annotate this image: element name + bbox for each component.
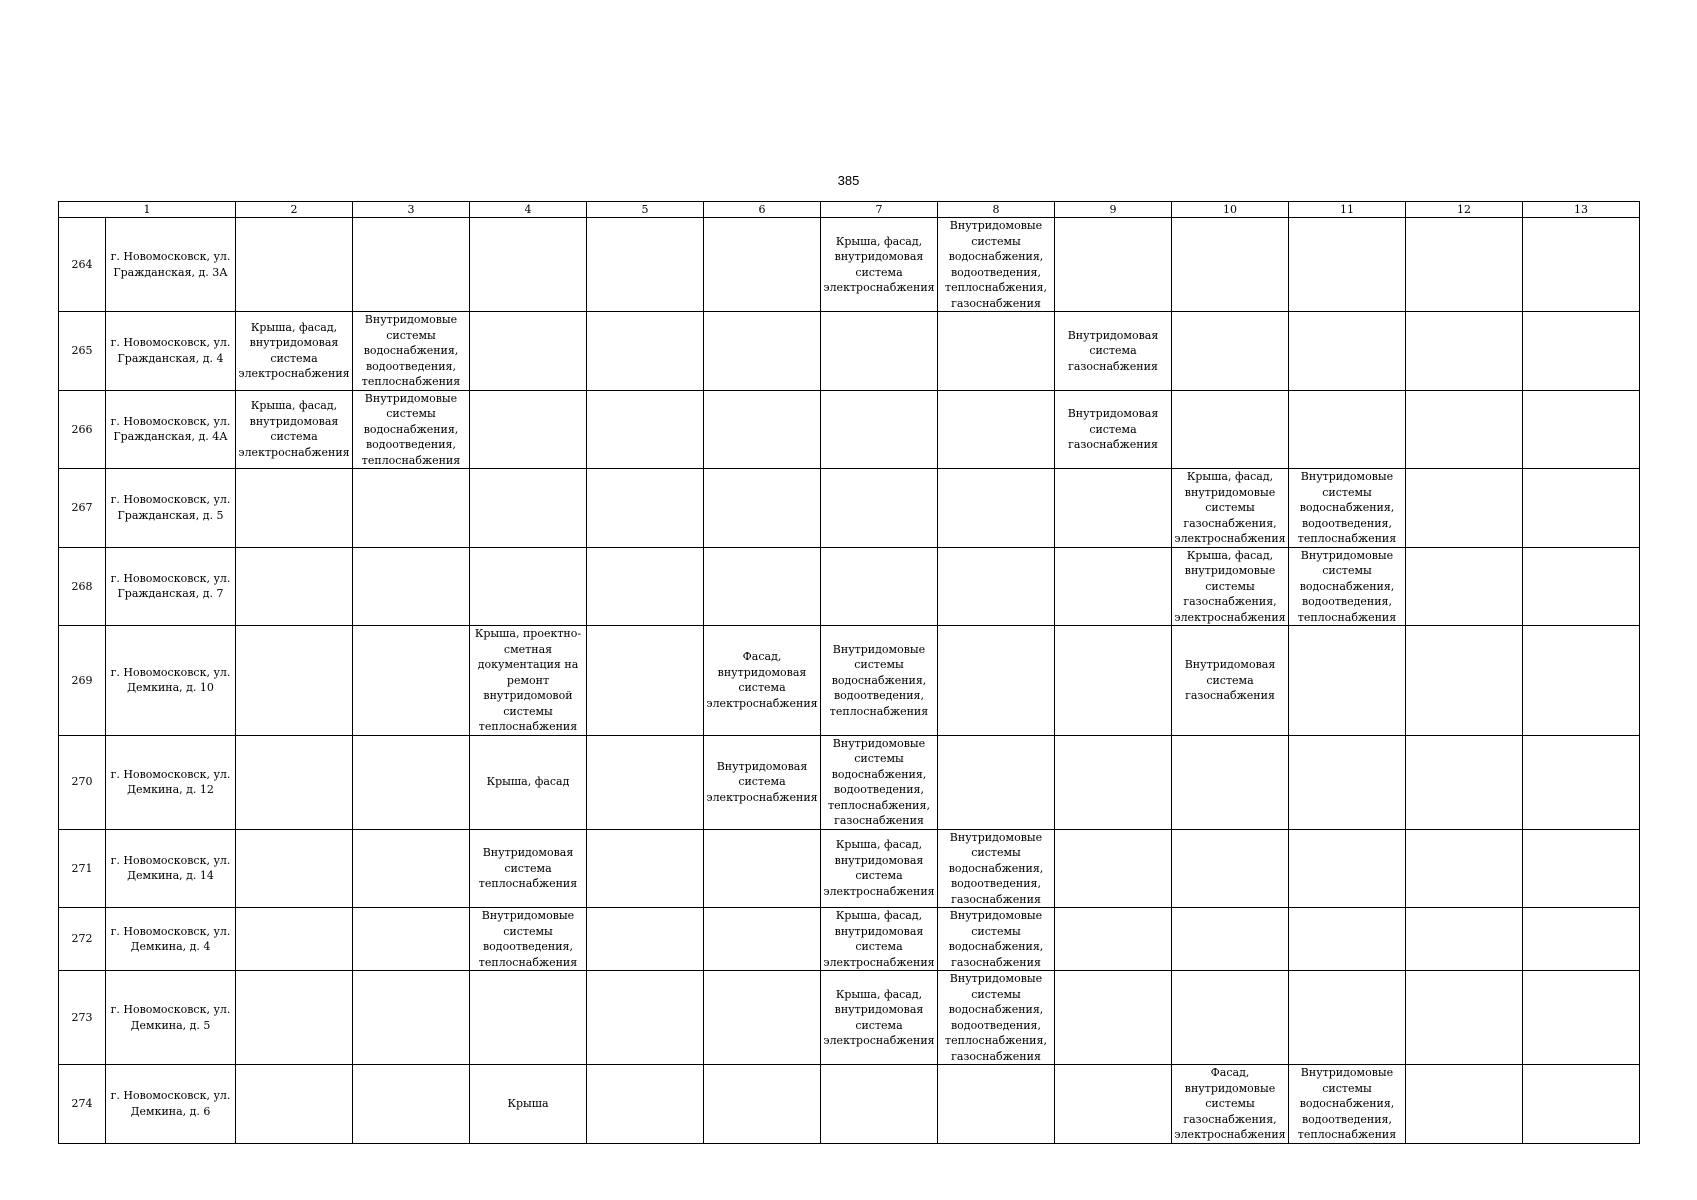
work-cell-col-12 [1406, 908, 1523, 971]
work-cell-col-4 [470, 312, 587, 391]
row-number: 267 [59, 469, 106, 548]
address-cell: г. Новомосковск, ул. Гражданская, д. 7 [106, 547, 236, 626]
table-row [59, 312, 1640, 391]
work-cell-col-4: Крыша [470, 1065, 587, 1144]
work-cell-col-9 [1055, 547, 1172, 626]
column-header: 5 [587, 202, 704, 218]
work-cell-col-13 [1523, 735, 1640, 829]
column-header: 10 [1172, 202, 1289, 218]
work-cell-col-13 [1523, 626, 1640, 736]
work-cell-col-2: Крыша, фасад, внутридомовая система электроснабжения [236, 312, 353, 391]
work-cell-col-2 [236, 626, 353, 736]
work-cell-col-13 [1523, 312, 1640, 391]
work-cell-col-12 [1406, 218, 1523, 312]
work-cell-col-7 [821, 547, 938, 626]
work-cell-col-11: Внутридомовые системы водоснабжения, водоотведения, теплоснабжения [1289, 547, 1406, 626]
column-header: 11 [1289, 202, 1406, 218]
work-cell-col-5 [587, 735, 704, 829]
table-row [59, 390, 1640, 469]
row-number: 272 [59, 908, 106, 971]
work-cell-col-5 [587, 626, 704, 736]
table-row [59, 218, 1640, 312]
work-cell-col-10 [1172, 829, 1289, 908]
work-cell-col-5 [587, 390, 704, 469]
work-cell-col-7 [821, 469, 938, 548]
address-cell: г. Новомосковск, ул. Демкина, д. 14 [106, 829, 236, 908]
table-row [59, 626, 1640, 736]
work-cell-col-6 [704, 547, 821, 626]
work-cell-col-5 [587, 547, 704, 626]
row-number: 268 [59, 547, 106, 626]
work-cell-col-7: Внутридомовые системы водоснабжения, водоотведения, теплоснабжения [821, 626, 938, 736]
work-cell-col-10 [1172, 390, 1289, 469]
work-cell-col-8 [938, 547, 1055, 626]
column-header: 12 [1406, 202, 1523, 218]
row-number: 273 [59, 971, 106, 1065]
work-cell-col-2 [236, 829, 353, 908]
work-cell-col-9: Внутридомовая система газоснабжения [1055, 390, 1172, 469]
column-header: 7 [821, 202, 938, 218]
work-cell-col-8: Внутридомовые системы водоснабжения, газоснабжения [938, 908, 1055, 971]
work-cell-col-13 [1523, 218, 1640, 312]
work-cell-col-6 [704, 390, 821, 469]
work-cell-col-10 [1172, 312, 1289, 391]
work-cell-col-10 [1172, 908, 1289, 971]
work-cell-col-11 [1289, 829, 1406, 908]
column-header: 1 [59, 202, 236, 218]
address-cell: г. Новомосковск, ул. Демкина, д. 5 [106, 971, 236, 1065]
work-cell-col-8 [938, 626, 1055, 736]
work-cell-col-5 [587, 971, 704, 1065]
row-number: 269 [59, 626, 106, 736]
work-cell-col-11 [1289, 735, 1406, 829]
work-cell-col-6: Внутридомовая система электроснабжения [704, 735, 821, 829]
address-cell: г. Новомосковск, ул. Демкина, д. 10 [106, 626, 236, 736]
work-cell-col-5 [587, 908, 704, 971]
address-cell: г. Новомосковск, ул. Гражданская, д. 5 [106, 469, 236, 548]
work-cell-col-6 [704, 829, 821, 908]
work-cell-col-7: Внутридомовые системы водоснабжения, водоотведения, теплоснабжения, газоснабжения [821, 735, 938, 829]
work-cell-col-12 [1406, 547, 1523, 626]
work-cell-col-13 [1523, 971, 1640, 1065]
work-cell-col-10: Внутридомовая система газоснабжения [1172, 626, 1289, 736]
work-cell-col-7 [821, 390, 938, 469]
work-cell-col-13 [1523, 908, 1640, 971]
work-cell-col-10: Крыша, фасад, внутридомовые системы газоснабжения, электроснабжения [1172, 469, 1289, 548]
work-cell-col-2 [236, 469, 353, 548]
work-cell-col-12 [1406, 312, 1523, 391]
work-cell-col-3 [353, 547, 470, 626]
work-cell-col-2 [236, 547, 353, 626]
table-row [59, 1065, 1640, 1144]
work-cell-col-3: Внутридомовые системы водоснабжения, водоотведения, теплоснабжения [353, 312, 470, 391]
work-cell-col-10 [1172, 218, 1289, 312]
column-header: 3 [353, 202, 470, 218]
work-cell-col-5 [587, 218, 704, 312]
work-cell-col-3 [353, 469, 470, 548]
work-cell-col-5 [587, 469, 704, 548]
work-cell-col-4: Крыша, проектно-сметная документация на ремонт внутридомовой системы теплоснабжения [470, 626, 587, 736]
row-number: 270 [59, 735, 106, 829]
work-cell-col-7: Крыша, фасад, внутридомовая система электроснабжения [821, 218, 938, 312]
work-cell-col-9 [1055, 1065, 1172, 1144]
address-cell: г. Новомосковск, ул. Демкина, д. 6 [106, 1065, 236, 1144]
work-cell-col-11 [1289, 626, 1406, 736]
work-cell-col-3 [353, 829, 470, 908]
work-cell-col-4: Внутридомовые системы водоотведения, теплоснабжения [470, 908, 587, 971]
work-cell-col-9 [1055, 735, 1172, 829]
work-cell-col-8: Внутридомовые системы водоснабжения, водоотведения, теплоснабжения, газоснабжения [938, 218, 1055, 312]
work-cell-col-8 [938, 312, 1055, 391]
work-cell-col-4 [470, 390, 587, 469]
work-cell-col-11 [1289, 390, 1406, 469]
work-cell-col-4 [470, 547, 587, 626]
column-header: 13 [1523, 202, 1640, 218]
work-cell-col-2 [236, 908, 353, 971]
work-cell-col-8 [938, 390, 1055, 469]
work-cell-col-9 [1055, 908, 1172, 971]
address-cell: г. Новомосковск, ул. Гражданская, д. 3А [106, 218, 236, 312]
work-cell-col-3 [353, 218, 470, 312]
work-cell-col-6 [704, 469, 821, 548]
table-row [59, 547, 1640, 626]
work-cell-col-13 [1523, 829, 1640, 908]
address-cell: г. Новомосковск, ул. Гражданская, д. 4 [106, 312, 236, 391]
work-cell-col-6 [704, 218, 821, 312]
work-cell-col-11 [1289, 312, 1406, 391]
work-cell-col-3 [353, 971, 470, 1065]
row-number: 266 [59, 390, 106, 469]
work-cell-col-11: Внутридомовые системы водоснабжения, водоотведения, теплоснабжения [1289, 469, 1406, 548]
work-cell-col-11 [1289, 908, 1406, 971]
column-header: 6 [704, 202, 821, 218]
work-cell-col-7: Крыша, фасад, внутридомовая система электроснабжения [821, 829, 938, 908]
work-cell-col-3 [353, 908, 470, 971]
work-cell-col-10: Крыша, фасад, внутридомовые системы газоснабжения, электроснабжения [1172, 547, 1289, 626]
work-cell-col-13 [1523, 469, 1640, 548]
work-cell-col-6 [704, 1065, 821, 1144]
work-cell-col-7 [821, 312, 938, 391]
work-cell-col-4 [470, 469, 587, 548]
row-number: 265 [59, 312, 106, 391]
work-cell-col-6 [704, 908, 821, 971]
work-cell-col-9 [1055, 626, 1172, 736]
work-cell-col-10: Фасад, внутридомовые системы газоснабжения, электроснабжения [1172, 1065, 1289, 1144]
work-cell-col-12 [1406, 469, 1523, 548]
row-number: 274 [59, 1065, 106, 1144]
work-cell-col-4 [470, 971, 587, 1065]
column-header: 9 [1055, 202, 1172, 218]
work-cell-col-2 [236, 218, 353, 312]
work-cell-col-12 [1406, 390, 1523, 469]
work-cell-col-8 [938, 735, 1055, 829]
work-cell-col-7: Крыша, фасад, внутридомовая система электроснабжения [821, 908, 938, 971]
work-cell-col-3 [353, 735, 470, 829]
work-cell-col-3 [353, 626, 470, 736]
work-cell-col-6 [704, 971, 821, 1065]
work-cell-col-8 [938, 1065, 1055, 1144]
work-cell-col-2 [236, 1065, 353, 1144]
table-row [59, 908, 1640, 971]
work-cell-col-8 [938, 469, 1055, 548]
column-header: 8 [938, 202, 1055, 218]
work-cell-col-11 [1289, 971, 1406, 1065]
row-number: 271 [59, 829, 106, 908]
work-cell-col-8: Внутридомовые системы водоснабжения, водоотведения, теплоснабжения, газоснабжения [938, 971, 1055, 1065]
repair-schedule-table [58, 201, 1640, 1144]
work-cell-col-6: Фасад, внутридомовая система электроснабжения [704, 626, 821, 736]
work-cell-col-11: Внутридомовые системы водоснабжения, водоотведения, теплоснабжения [1289, 1065, 1406, 1144]
work-cell-col-9 [1055, 218, 1172, 312]
work-cell-col-5 [587, 829, 704, 908]
table-row [59, 735, 1640, 829]
work-cell-col-12 [1406, 971, 1523, 1065]
table-row [59, 469, 1640, 548]
work-cell-col-12 [1406, 735, 1523, 829]
work-cell-col-4: Крыша, фасад [470, 735, 587, 829]
work-cell-col-9 [1055, 829, 1172, 908]
work-cell-col-2: Крыша, фасад, внутридомовая система электроснабжения [236, 390, 353, 469]
work-cell-col-7 [821, 1065, 938, 1144]
work-cell-col-13 [1523, 1065, 1640, 1144]
address-cell: г. Новомосковск, ул. Демкина, д. 4 [106, 908, 236, 971]
work-cell-col-2 [236, 735, 353, 829]
work-cell-col-13 [1523, 390, 1640, 469]
work-cell-col-11 [1289, 218, 1406, 312]
work-cell-col-12 [1406, 1065, 1523, 1144]
page-number: 385 [837, 173, 860, 188]
column-header: 4 [470, 202, 587, 218]
column-number-row [59, 202, 1640, 218]
work-cell-col-5 [587, 312, 704, 391]
work-cell-col-4: Внутридомовая система теплоснабжения [470, 829, 587, 908]
work-cell-col-12 [1406, 829, 1523, 908]
work-cell-col-6 [704, 312, 821, 391]
work-cell-col-8: Внутридомовые системы водоснабжения, водоотведения, газоснабжения [938, 829, 1055, 908]
work-cell-col-9 [1055, 971, 1172, 1065]
work-cell-col-13 [1523, 547, 1640, 626]
row-number: 264 [59, 218, 106, 312]
work-cell-col-12 [1406, 626, 1523, 736]
address-cell: г. Новомосковск, ул. Демкина, д. 12 [106, 735, 236, 829]
work-cell-col-4 [470, 218, 587, 312]
table-row [59, 829, 1640, 908]
work-cell-col-3: Внутридомовые системы водоснабжения, водоотведения, теплоснабжения [353, 390, 470, 469]
work-cell-col-5 [587, 1065, 704, 1144]
table-row [59, 971, 1640, 1065]
work-cell-col-9 [1055, 469, 1172, 548]
work-cell-col-10 [1172, 735, 1289, 829]
work-cell-col-9: Внутридомовая система газоснабжения [1055, 312, 1172, 391]
work-cell-col-2 [236, 971, 353, 1065]
work-cell-col-10 [1172, 971, 1289, 1065]
work-cell-col-3 [353, 1065, 470, 1144]
work-cell-col-7: Крыша, фасад, внутридомовая система электроснабжения [821, 971, 938, 1065]
address-cell: г. Новомосковск, ул. Гражданская, д. 4А [106, 390, 236, 469]
column-header: 2 [236, 202, 353, 218]
